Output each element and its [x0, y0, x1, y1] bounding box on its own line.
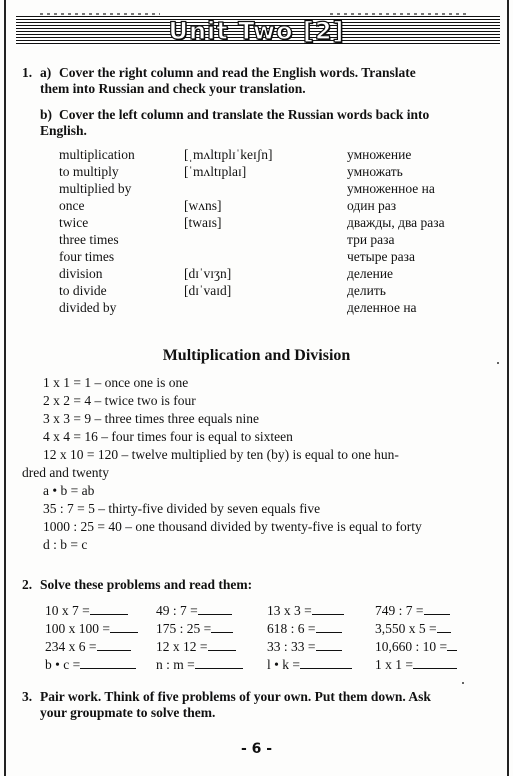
english-word: three times	[59, 232, 119, 247]
answer-blank[interactable]	[316, 620, 342, 633]
problem-row	[45, 601, 457, 619]
vocab-row	[59, 164, 445, 181]
problem-expression: 175 : 25 =	[156, 621, 212, 636]
transcription	[184, 181, 347, 198]
problem	[156, 655, 267, 673]
answer-blank[interactable]	[211, 620, 233, 633]
transcription: [wʌns]	[184, 198, 222, 213]
example-line: 35 : 7 = 5 – thirty-five divided by seven equals five	[43, 501, 321, 516]
ex3-number: 3.	[22, 689, 33, 704]
vocabulary-table	[59, 147, 445, 317]
example-line: 12 x 10 = 120 – twelve multiplied by ten (by) is equal to one hun-	[43, 447, 399, 462]
ex1-number: 1.	[22, 65, 33, 80]
problem-expression: 3,550 x 5 =	[375, 621, 437, 636]
problems-grid	[45, 601, 457, 673]
problem	[267, 655, 375, 673]
unit-title: Unit Two [2]	[168, 17, 345, 45]
ex3-line1: Pair work. Think of five problems of your own. Put them down. Ask	[40, 689, 431, 704]
problem-row	[45, 619, 457, 637]
problem	[156, 619, 267, 637]
russian-word: дважды, два раза	[347, 215, 445, 230]
ex1-a-line2: them into Russian and check your translation.	[40, 81, 306, 96]
ex1-a-label: a)	[40, 65, 52, 80]
problem-expression: 1 x 1 =	[375, 657, 413, 672]
left-page-edge	[4, 0, 6, 776]
english-word: divided by	[59, 300, 117, 315]
example-line: a • b = ab	[43, 483, 95, 498]
example-line: d : b = c	[43, 537, 88, 552]
problem	[267, 601, 375, 619]
print-speck	[462, 682, 464, 684]
vocab-row	[59, 266, 445, 283]
problem-expression: l • k =	[267, 657, 300, 672]
vocab-row	[59, 300, 445, 317]
problem	[375, 655, 457, 673]
problem-expression: n : m =	[156, 657, 195, 672]
vocab-row	[59, 198, 445, 215]
problem-row	[45, 655, 457, 673]
problem	[375, 619, 457, 637]
russian-word: три раза	[347, 232, 395, 247]
answer-blank[interactable]	[413, 656, 457, 669]
vocab-row	[59, 232, 445, 249]
answer-blank[interactable]	[424, 602, 450, 615]
answer-blank[interactable]	[437, 620, 451, 633]
russian-word: четыре раза	[347, 249, 415, 264]
problem	[375, 601, 457, 619]
example-line: dred and twenty	[22, 465, 109, 480]
transcription: [ˈmʌltɪplaɪ]	[184, 164, 247, 179]
transcription: [ˌmʌltɪplɪˈkeɪʃn]	[184, 147, 273, 162]
russian-word: один раз	[347, 198, 397, 213]
header-decoration	[40, 13, 160, 15]
ex1-b-label: b)	[40, 107, 53, 122]
section-title: Multiplication and Division	[162, 347, 351, 364]
example-line: 1000 : 25 = 40 – one thousand divided by twenty-five is equal to forty	[43, 519, 422, 534]
transcription	[184, 300, 347, 317]
english-word: multiplication	[59, 147, 135, 162]
english-word: twice	[59, 215, 89, 230]
problem-expression: 49 : 7 =	[156, 603, 198, 618]
english-word: multiplied by	[59, 181, 132, 196]
print-speck	[497, 362, 499, 364]
russian-word: делить	[347, 283, 386, 298]
answer-blank[interactable]	[447, 638, 457, 651]
english-word: to divide	[59, 283, 107, 298]
problem-expression: 10,660 : 10 =	[375, 639, 448, 654]
answer-blank[interactable]	[97, 638, 131, 651]
example-line: 2 x 2 = 4 – twice two is four	[43, 393, 196, 408]
vocab-row	[59, 181, 445, 198]
vocab-row	[59, 215, 445, 232]
problem-expression: 618 : 6 =	[267, 621, 316, 636]
answer-blank[interactable]	[198, 602, 232, 615]
problem-expression: 234 x 6 =	[45, 639, 97, 654]
russian-word: умноженное на	[347, 181, 435, 196]
problem	[156, 637, 267, 655]
problem-expression: 33 : 33 =	[267, 639, 316, 654]
answer-blank[interactable]	[208, 638, 236, 651]
vocab-row	[59, 283, 445, 300]
problem	[45, 637, 156, 655]
english-word: division	[59, 266, 103, 281]
problem	[267, 619, 375, 637]
problem	[45, 601, 156, 619]
ex2-title: Solve these problems and read them:	[40, 577, 253, 592]
ex1-b-line2: English.	[40, 123, 87, 138]
answer-blank[interactable]	[316, 638, 342, 651]
answer-blank[interactable]	[312, 602, 344, 615]
transcription	[184, 249, 347, 266]
answer-blank[interactable]	[110, 620, 138, 633]
transcription	[184, 232, 347, 249]
answer-blank[interactable]	[90, 602, 128, 615]
problem-expression: 10 x 7 =	[45, 603, 90, 618]
english-word: once	[59, 198, 85, 213]
header-decoration	[330, 13, 470, 15]
english-word: to multiply	[59, 164, 119, 179]
example-line: 1 x 1 = 1 – once one is one	[43, 375, 189, 390]
russian-word: деленное на	[347, 300, 417, 315]
example-line: 4 x 4 = 16 – four times four is equal to sixteen	[43, 429, 293, 444]
ex1-a-line1: Cover the right column and read the English words. Translate	[59, 65, 416, 80]
russian-word: умножение	[347, 147, 412, 162]
problem	[375, 637, 457, 655]
transcription: [dɪˈvaɪd]	[184, 283, 232, 298]
problem	[267, 637, 375, 655]
transcription: [twaɪs]	[184, 215, 222, 230]
answer-blank[interactable]	[195, 656, 243, 669]
vocab-row	[59, 147, 445, 164]
russian-word: деление	[347, 266, 394, 281]
problem-row	[45, 637, 457, 655]
example-line: 3 x 3 = 9 – three times three equals nine	[43, 411, 260, 426]
ex3-line2: your groupmate to solve them.	[40, 705, 216, 720]
english-word: four times	[59, 249, 115, 264]
problem-expression: 12 x 12 =	[156, 639, 208, 654]
transcription: [dɪˈvɪʒn]	[184, 266, 232, 281]
right-page-edge	[507, 0, 509, 776]
problem-expression: 100 x 100 =	[45, 621, 110, 636]
problem	[45, 619, 156, 637]
problem	[156, 601, 267, 619]
vocab-row	[59, 249, 445, 266]
page-number: - 6 -	[240, 741, 273, 757]
problem	[45, 655, 156, 673]
problem-expression: b • c =	[45, 657, 81, 672]
answer-blank[interactable]	[80, 656, 136, 669]
problem-expression: 749 : 7 =	[375, 603, 424, 618]
ex2-number: 2.	[22, 577, 33, 592]
problem-expression: 13 x 3 =	[267, 603, 312, 618]
ex1-b-line1: Cover the left column and translate the Russian words back into	[59, 107, 430, 122]
russian-word: умножать	[347, 164, 403, 179]
answer-blank[interactable]	[300, 656, 352, 669]
